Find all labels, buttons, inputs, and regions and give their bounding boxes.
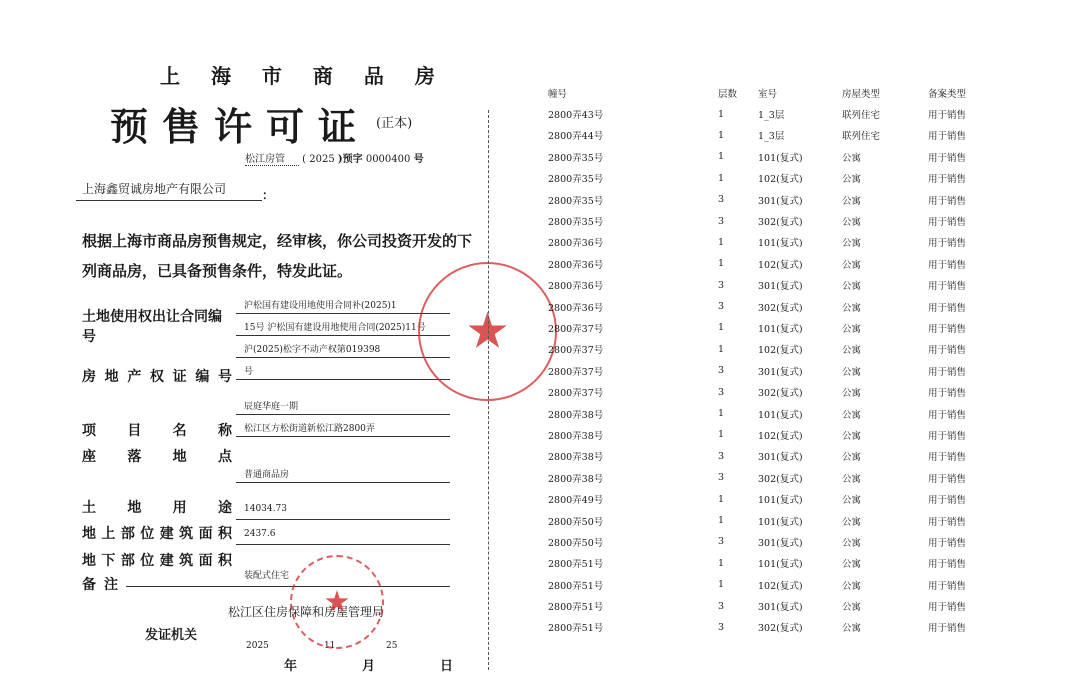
page-title: 预售许可证 bbox=[110, 104, 371, 149]
table-cell: 2800弄36号 bbox=[548, 259, 604, 271]
table-cell: 用于销售 bbox=[928, 281, 967, 293]
table-row bbox=[548, 275, 1008, 296]
table-cell: 2800弄37号 bbox=[548, 388, 604, 400]
fold-divider bbox=[488, 110, 489, 670]
table-cell: 公寓 bbox=[842, 430, 862, 442]
table-cell: 公寓 bbox=[842, 302, 862, 314]
table-cell: 3 bbox=[718, 600, 725, 612]
table-cell: 用于销售 bbox=[928, 602, 967, 614]
table-cell: 3 bbox=[718, 301, 725, 313]
table-cell: 1 bbox=[718, 322, 725, 334]
table-cell: 公寓 bbox=[842, 238, 862, 250]
table-cell: 公寓 bbox=[842, 388, 862, 400]
table-row bbox=[548, 403, 1008, 424]
table-cell: 1 bbox=[718, 493, 725, 505]
field-value: 松江区方松街道新松江路2800弄 bbox=[244, 424, 375, 434]
underline bbox=[236, 544, 450, 545]
table-cell: 1 bbox=[718, 108, 725, 120]
table-cell: 101(复式) bbox=[758, 323, 803, 335]
column-header: 幢号 bbox=[548, 88, 568, 100]
colon: ： bbox=[262, 188, 275, 202]
table-cell: 102(复式) bbox=[758, 580, 803, 592]
table-cell: 3 bbox=[718, 365, 725, 377]
table-cell: 302(复式) bbox=[758, 623, 803, 635]
table-cell: 101(复式) bbox=[758, 238, 803, 250]
table-row bbox=[548, 360, 1008, 381]
table-cell: 用于销售 bbox=[928, 152, 967, 164]
table-cell: 用于销售 bbox=[928, 259, 967, 271]
table-cell: 2800弄51号 bbox=[548, 623, 604, 635]
table-cell: 1 bbox=[718, 151, 725, 163]
table-cell: 公寓 bbox=[842, 345, 862, 357]
field-value: 2437.6 bbox=[244, 529, 276, 539]
table-cell: 301(复式) bbox=[758, 452, 803, 464]
table-cell: 301(复式) bbox=[758, 602, 803, 614]
table-cell: 301(复式) bbox=[758, 537, 803, 549]
table-cell: 公寓 bbox=[842, 537, 862, 549]
underline bbox=[236, 357, 450, 358]
table-cell: 1 bbox=[718, 258, 725, 270]
building-table bbox=[548, 82, 1008, 638]
field-value: 装配式住宅 bbox=[244, 571, 290, 581]
table-cell: 公寓 bbox=[842, 366, 862, 378]
field-label: 备注 bbox=[82, 577, 118, 593]
table-cell: 1 bbox=[718, 172, 725, 184]
table-cell: 3 bbox=[718, 194, 725, 206]
table-row bbox=[548, 488, 1008, 509]
table-cell: 公寓 bbox=[842, 152, 862, 164]
field-label: 项目名称 bbox=[82, 423, 232, 439]
table-cell: 2800弄50号 bbox=[548, 537, 604, 549]
field-value: 15号 沪松国有建设用地使用合同(2025)11号 bbox=[244, 323, 426, 333]
column-header: 室号 bbox=[758, 88, 778, 100]
table-cell: 2800弄36号 bbox=[548, 281, 604, 293]
table-cell: 公寓 bbox=[842, 602, 862, 614]
table-cell: 2800弄38号 bbox=[548, 452, 604, 464]
column-header: 备案类型 bbox=[928, 88, 967, 100]
table-cell: 101(复式) bbox=[758, 559, 803, 571]
table-cell: 3 bbox=[718, 279, 725, 291]
table-cell: 2800弄35号 bbox=[548, 195, 604, 207]
table-cell: 公寓 bbox=[842, 281, 862, 293]
field-label: 座落地点 bbox=[82, 449, 232, 465]
table-row bbox=[548, 232, 1008, 253]
table-cell: 2800弄50号 bbox=[548, 516, 604, 528]
authority-seal-icon bbox=[290, 555, 384, 649]
date-month: 11 bbox=[324, 641, 336, 651]
table-cell: 用于销售 bbox=[928, 516, 967, 528]
issuer-name: 松江区住房保障和房屋管理局 bbox=[228, 605, 385, 619]
table-cell: 公寓 bbox=[842, 623, 862, 635]
underline bbox=[126, 586, 450, 587]
column-header: 房屋类型 bbox=[842, 88, 881, 100]
table-cell: 102(复式) bbox=[758, 430, 803, 442]
table-cell: 2800弄37号 bbox=[548, 323, 604, 335]
table-cell: 2800弄37号 bbox=[548, 345, 604, 357]
table-cell: 1 bbox=[718, 429, 725, 441]
table-cell: 2800弄51号 bbox=[548, 580, 604, 592]
table-cell: 用于销售 bbox=[928, 473, 967, 485]
table-cell: 公寓 bbox=[842, 580, 862, 592]
table-cell: 用于销售 bbox=[928, 559, 967, 571]
title-suffix: (正本) bbox=[376, 116, 413, 131]
table-cell: 用于销售 bbox=[928, 495, 967, 507]
table-cell: 2800弄35号 bbox=[548, 217, 604, 229]
table-cell: 联列住宅 bbox=[842, 110, 881, 122]
table-row bbox=[548, 617, 1008, 638]
table-cell: 用于销售 bbox=[928, 388, 967, 400]
table-cell: 2800弄38号 bbox=[548, 430, 604, 442]
field-label: 地下部位建筑面积 bbox=[82, 553, 232, 569]
table-cell: 公寓 bbox=[842, 259, 862, 271]
table-cell: 1 bbox=[718, 236, 725, 248]
table-cell: 3 bbox=[718, 472, 725, 484]
date-day: 25 bbox=[386, 641, 398, 651]
table-cell: 2800弄36号 bbox=[548, 238, 604, 250]
table-cell: 用于销售 bbox=[928, 110, 967, 122]
underline bbox=[236, 482, 450, 483]
field-value: 号 bbox=[244, 367, 254, 377]
table-cell: 1 bbox=[718, 515, 725, 526]
table-cell: 102(复式) bbox=[758, 345, 803, 357]
table-cell: 1 bbox=[718, 408, 725, 420]
table-cell: 用于销售 bbox=[928, 323, 967, 335]
table-cell: 用于销售 bbox=[928, 217, 967, 229]
table-cell: 302(复式) bbox=[758, 473, 803, 485]
field-value: 普通商品房 bbox=[244, 470, 290, 480]
table-row bbox=[548, 189, 1008, 210]
day-label: 日 bbox=[440, 659, 454, 674]
table-row bbox=[548, 381, 1008, 402]
table-cell: 101(复式) bbox=[758, 516, 803, 528]
issuer-label: 发证机关 bbox=[145, 628, 198, 643]
table-cell: 用于销售 bbox=[928, 409, 967, 421]
table-cell: 3 bbox=[718, 386, 725, 398]
table-cell: 2800弄35号 bbox=[548, 174, 604, 186]
table-cell: 301(复式) bbox=[758, 195, 803, 207]
table-cell: 用于销售 bbox=[928, 537, 967, 549]
table-cell: 用于销售 bbox=[928, 623, 967, 635]
table-cell: 用于销售 bbox=[928, 345, 967, 357]
table-row bbox=[548, 553, 1008, 574]
table-cell: 用于销售 bbox=[928, 580, 967, 592]
month-label: 月 bbox=[362, 659, 376, 674]
field-label: 房地产权证编号 bbox=[82, 369, 232, 385]
table-row bbox=[548, 317, 1008, 338]
table-cell: 用于销售 bbox=[928, 430, 967, 442]
table-row bbox=[548, 125, 1008, 146]
table-cell: 102(复式) bbox=[758, 174, 803, 186]
table-cell: 1_3层 bbox=[758, 131, 785, 143]
year-label: 年 bbox=[284, 659, 298, 674]
table-cell: 公寓 bbox=[842, 495, 862, 507]
title-line1: 上 海 市 商 品 房 bbox=[160, 64, 447, 88]
table-row bbox=[548, 146, 1008, 167]
table-cell: 公寓 bbox=[842, 559, 862, 571]
table-cell: 2800弄51号 bbox=[548, 559, 604, 571]
table-cell: 用于销售 bbox=[928, 302, 967, 314]
table-cell: 101(复式) bbox=[758, 495, 803, 507]
table-row bbox=[548, 296, 1008, 317]
table-cell: 101(复式) bbox=[758, 409, 803, 421]
table-cell: 公寓 bbox=[842, 473, 862, 485]
table-cell: 用于销售 bbox=[928, 238, 967, 250]
table-cell: 3 bbox=[718, 450, 725, 462]
table-cell: 1 bbox=[718, 343, 725, 355]
table-cell: 公寓 bbox=[842, 323, 862, 335]
table-cell: 公寓 bbox=[842, 195, 862, 207]
table-row bbox=[548, 103, 1008, 124]
table-cell: 1 bbox=[718, 557, 725, 569]
table-row bbox=[548, 339, 1008, 360]
field-value: 辰庭华庭一期 bbox=[244, 402, 299, 412]
table-cell: 2800弄37号 bbox=[548, 366, 604, 378]
table-cell: 3 bbox=[718, 536, 725, 548]
star-icon bbox=[325, 590, 349, 614]
table-cell: 公寓 bbox=[842, 174, 862, 186]
table-cell: 联列住宅 bbox=[842, 131, 881, 143]
date-year: 2025 bbox=[246, 641, 269, 651]
table-cell: 公寓 bbox=[842, 516, 862, 528]
table-row bbox=[548, 510, 1008, 531]
table-cell: 用于销售 bbox=[928, 131, 967, 143]
table-cell: 1 bbox=[718, 129, 725, 141]
table-cell: 3 bbox=[718, 621, 725, 633]
field-value: 沪(2025)松字不动产权第019398 bbox=[244, 345, 381, 355]
underline bbox=[236, 519, 450, 520]
table-cell: 302(复式) bbox=[758, 388, 803, 400]
table-cell: 2800弄51号 bbox=[548, 602, 604, 614]
table-cell: 公寓 bbox=[842, 409, 862, 421]
table-row bbox=[548, 467, 1008, 488]
field-label: 地上部位建筑面积 bbox=[82, 526, 232, 542]
field-label: 土地使用权出让合同编号 bbox=[82, 309, 222, 345]
table-row bbox=[548, 595, 1008, 616]
table-cell: 301(复式) bbox=[758, 366, 803, 378]
table-cell: 用于销售 bbox=[928, 366, 967, 378]
field-value: 14034.73 bbox=[244, 504, 287, 514]
table-row bbox=[548, 531, 1008, 552]
table-cell: 用于销售 bbox=[928, 452, 967, 464]
table-row bbox=[548, 424, 1008, 445]
table-row bbox=[548, 574, 1008, 595]
field-value: 沪松国有建设用地使用合同补(2025)1 bbox=[244, 301, 397, 311]
table-cell: 2800弄49号 bbox=[548, 495, 604, 507]
table-row bbox=[548, 446, 1008, 467]
table-cell: 公寓 bbox=[842, 452, 862, 464]
underline bbox=[236, 379, 450, 380]
table-cell: 2800弄43号 bbox=[548, 110, 604, 122]
company-name: 上海鑫贸诚房地产有限公司 bbox=[76, 180, 262, 201]
underline bbox=[236, 313, 450, 314]
table-cell: 3 bbox=[718, 215, 725, 227]
table-cell: 302(复式) bbox=[758, 217, 803, 229]
table-cell: 用于销售 bbox=[928, 195, 967, 207]
table-cell: 2800弄44号 bbox=[548, 131, 604, 143]
table-cell: 102(复式) bbox=[758, 259, 803, 271]
table-row bbox=[548, 253, 1008, 274]
underline bbox=[236, 436, 450, 437]
table-cell: 101(复式) bbox=[758, 152, 803, 164]
table-cell: 2800弄38号 bbox=[548, 409, 604, 421]
table-cell: 301(复式) bbox=[758, 281, 803, 293]
table-cell: 2800弄36号 bbox=[548, 302, 604, 314]
certificate-number: 松江房管 ( 2025 )预字 0000400 号 bbox=[245, 154, 424, 165]
underline bbox=[236, 414, 450, 415]
column-header: 层数 bbox=[718, 88, 738, 100]
certificate-text: 根据上海市商品房预售规定，经审核，你公司投资开发的下列商品房，已具备预售条件，特发此证。 bbox=[82, 232, 473, 280]
table-cell: 1 bbox=[718, 579, 725, 591]
table-cell: 公寓 bbox=[842, 217, 862, 229]
table-cell: 2800弄35号 bbox=[548, 152, 604, 164]
table-cell: 2800弄38号 bbox=[548, 473, 604, 485]
table-row bbox=[548, 210, 1008, 231]
table-cell: 1_3层 bbox=[758, 110, 785, 122]
table-cell: 用于销售 bbox=[928, 174, 967, 186]
field-label: 土地用途 bbox=[82, 500, 232, 516]
table-cell: 302(复式) bbox=[758, 302, 803, 314]
table-row bbox=[548, 168, 1008, 189]
